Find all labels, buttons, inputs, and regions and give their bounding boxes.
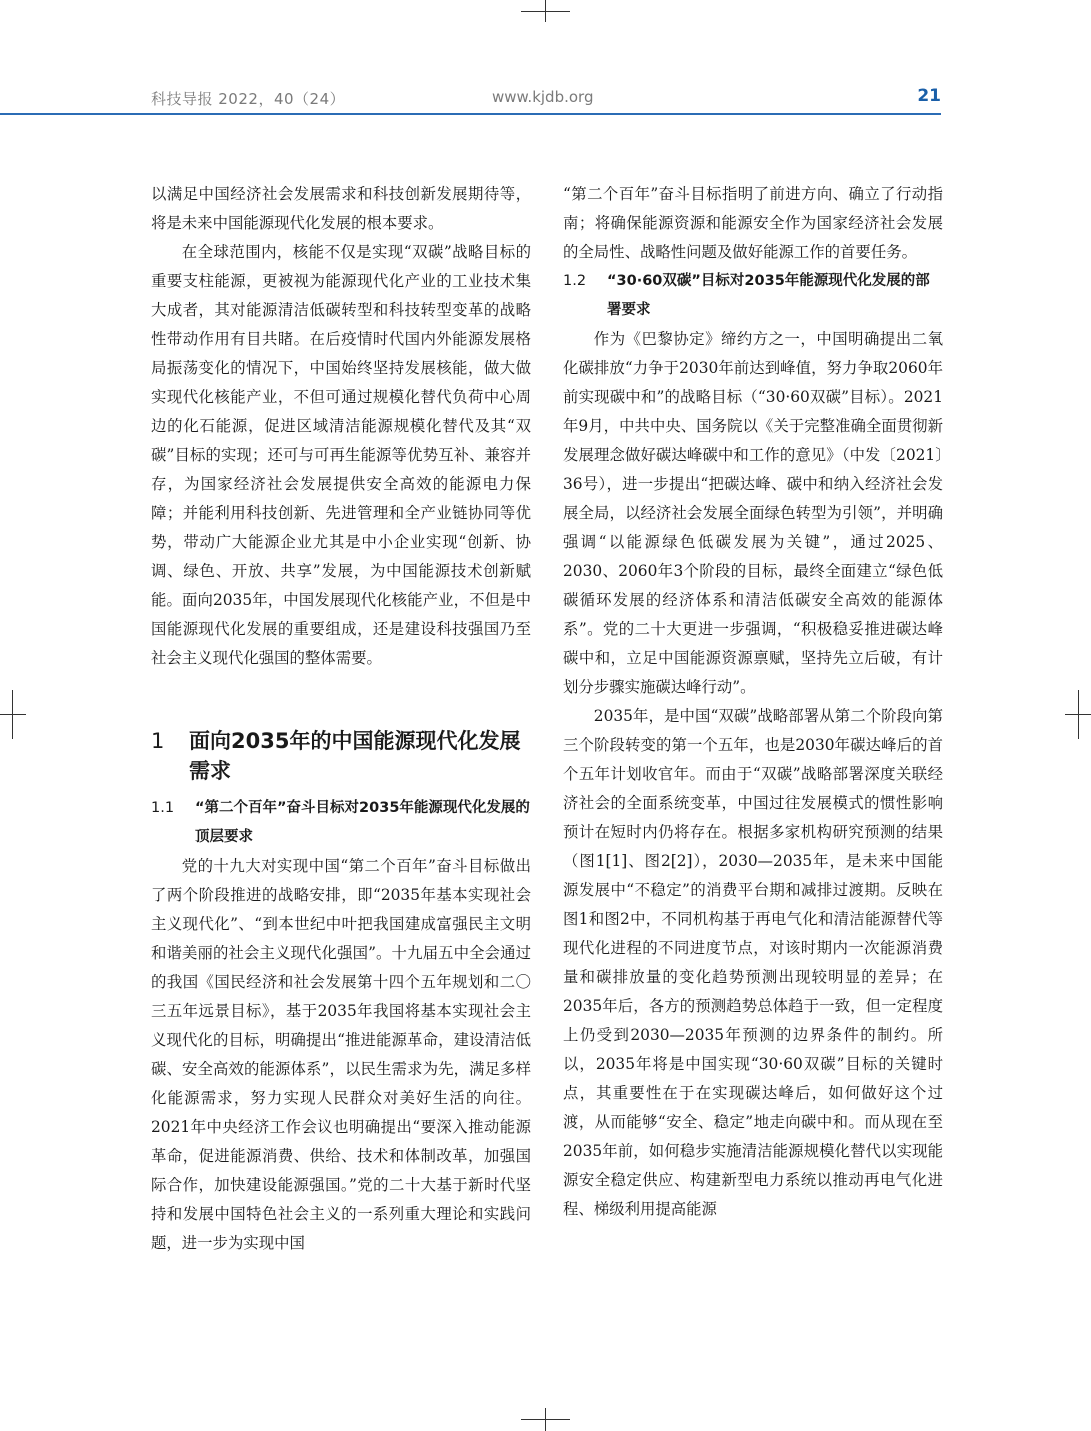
subsection-heading: [563, 267, 943, 325]
paragraph: “第二个百年”奋斗目标指明了前进方向、确立了行动指南；将确保能源资源和能源安全作为国家经济社会发展的全局性、战略性问题及做好能源工作的首要任务。: [563, 185, 943, 261]
subsection-title: “30·60双碳”目标对2035年能源现代化发展的部署要求: [607, 273, 930, 318]
page-number: 21: [917, 86, 941, 106]
paragraph: 2035年，是中国“双碳”战略部署从第二个阶段向第三个阶段转变的第一个五年，也是2030年碳达峰后的首个五年计划收官年。而由于“双碳”战略部署深度关联经济社会的全面系统变革，中国过往发展模式的惯性影响预计在短时内仍将存在。根据多家机构研究预测的结果（图1[1]、图2[2]），2030—2035年，是未来中国能源发展中“不稳定”的消费平台期和减排过渡期。反映在图1和图2中，不同机构基于再电气化和清洁能源替代等现代化进程的不同进度节点，对该时期内一次能源消费量和碳排放量的变化趋势预测出现较明显的差异；在2035年后，各方的预测趋势总体趋于一致，但一定程度上仍受到2030—2035年预测的边界条件的制约。所以，2035年将是中国实现“30·60双碳”目标的关键时点，其重要性在于在实现碳达峰后，如何做好这个过渡，从而能够“安全、稳定”地走向碳中和。而从现在至2035年前，如何稳步实施清洁能源规模化替代以实现能源安全稳定供应、构建新型电力系统以推动再电气化进程、梯级利用提高能源: [563, 707, 943, 1218]
crop-mark-bottom-h: [521, 1419, 570, 1420]
left-column: [151, 180, 531, 1258]
subsection-number: 1.1: [151, 800, 175, 816]
paragraph: 党的十九大对实现中国“第二个百年”奋斗目标做出了两个阶段推进的战略安排，即“2035年基本实现社会主义现代化”、“到本世纪中叶把我国建成富强民主文明和谐美丽的社会主义现代化强国”。十九届五中全会通过的我国《国民经济和社会发展第十四个五年规划和二〇三五年远景目标》，基于2035年我国将基本实现社会主义现代化的目标，明确提出“推进能源革命，建设清洁低碳、安全高效的能源体系”，以民生需求为先，满足多样化能源需求，努力实现人民群众对美好生活的向往。2021年中央经济工作会议也明确提出“要深入推动能源革命，促进能源消费、供给、技术和体制改革，加强国际合作，加快建设能源强国。”党的二十大基于新时代坚持和发展中国特色社会主义的一系列重大理论和实践问题，进一步为实现中国: [151, 857, 531, 1252]
right-column: [563, 180, 943, 1224]
subsection-title: “第二个百年”奋斗目标对2035年能源现代化发展的顶层要求: [195, 800, 530, 845]
section-gap: [151, 673, 531, 702]
section-title: 面向2035年的中国能源现代化发展需求: [189, 729, 521, 783]
subsection-heading: [151, 794, 531, 852]
crop-mark-right-v: [1078, 690, 1079, 739]
crop-mark-left-v: [12, 690, 13, 739]
header-rule: [0, 113, 941, 115]
paragraph: 以满足中国经济社会发展需求和科技创新发展期待等，将是未来中国能源现代化发展的根本要求。: [151, 185, 531, 232]
section-heading: [151, 726, 531, 786]
journal-name: 科技导报 2022，40（24）: [151, 90, 346, 108]
subsection-number: 1.2: [563, 273, 587, 289]
journal-url: www.kjdb.org: [492, 88, 594, 106]
paragraph: 作为《巴黎协定》缔约方之一，中国明确提出二氧化碳排放“力争于2030年前达到峰值，努力争取2060年前实现碳中和”的战略目标（“30·60双碳”目标）。2021年9月，中共中央、国务院以《关于完整准确全面贯彻新发展理念做好碳达峰碳中和工作的意见》（中发〔2021〕36号），进一步提出“把碳达峰、碳中和纳入经济社会发展全局，以经济社会发展全面绿色转型为引领”，并明确强调“以能源绿色低碳发展为关键”，通过2025、2030、2060年3个阶段的目标，最终全面建立“绿色低碳循环发展的经济体系和清洁低碳安全高效的能源体系”。党的二十大更进一步强调，“积极稳妥推进碳达峰碳中和，立足中国能源资源禀赋，坚持先立后破，有计划分步骤实施碳达峰行动”。: [563, 330, 943, 696]
running-header: [0, 84, 941, 116]
crop-mark-left: [0, 714, 26, 715]
section-number: 1: [151, 729, 165, 753]
crop-mark-top-h: [521, 11, 570, 12]
paragraph: 在全球范围内，核能不仅是实现“双碳”战略目标的重要支柱能源，更被视为能源现代化产业的工业技术集大成者，其对能源清洁低碳转型和科技转型变革的战略性带动作用有目共睹。在后疫情时代国内外能源发展格局振荡变化的情况下，中国始终坚持发展核能，做大做实现代化核能产业，不但可通过规模化替代负荷中心周边的化石能源，促进区域清洁能源规模化替代及其“双碳”目标的实现；还可与可再生能源等优势互补、兼容并存，为国家经济社会发展提供安全高效的能源电力保障；并能利用科技创新、先进管理和全产业链协同等优势，带动广大能源企业尤其是中小企业实现“创新、协调、绿色、开放、共享”发展，为中国能源技术创新赋能。面向2035年，中国发展现代化核能产业，不但是中国能源现代化发展的重要组成，还是建设科技强国乃至社会主义现代化强国的整体需要。: [151, 243, 531, 667]
